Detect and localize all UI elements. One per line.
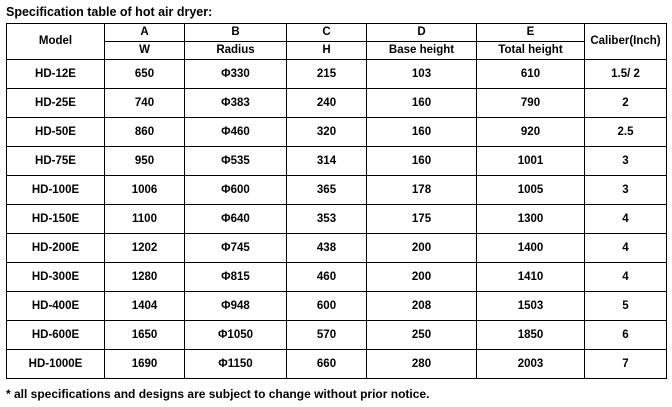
cell-w: 650 — [105, 60, 185, 89]
cell-w: 1100 — [105, 205, 185, 234]
cell-w: 860 — [105, 118, 185, 147]
table-row — [7, 60, 667, 89]
table-row — [7, 89, 667, 118]
column-header-c: C — [287, 24, 367, 42]
cell-h: 438 — [287, 234, 367, 263]
cell-w: 1690 — [105, 350, 185, 379]
cell-total-height: 2003 — [477, 350, 585, 379]
cell-h: 353 — [287, 205, 367, 234]
cell-model: HD-25E — [7, 89, 105, 118]
cell-radius: Φ600 — [185, 176, 287, 205]
column-subheader-radius: Radius — [185, 42, 287, 60]
cell-base-height: 103 — [367, 60, 477, 89]
column-header-e: E — [477, 24, 585, 42]
cell-caliber: 4 — [585, 234, 667, 263]
cell-model: HD-1000E — [7, 350, 105, 379]
column-header-model: Model — [7, 24, 105, 60]
column-header-d: D — [367, 24, 477, 42]
cell-total-height: 790 — [477, 89, 585, 118]
table-row — [7, 321, 667, 350]
table-row — [7, 350, 667, 379]
table-header-row-top — [7, 24, 667, 42]
cell-model: HD-200E — [7, 234, 105, 263]
cell-h: 240 — [287, 89, 367, 118]
cell-caliber: 2 — [585, 89, 667, 118]
cell-base-height: 175 — [367, 205, 477, 234]
table-row — [7, 176, 667, 205]
cell-caliber: 4 — [585, 205, 667, 234]
cell-caliber: 5 — [585, 292, 667, 321]
cell-base-height: 280 — [367, 350, 477, 379]
cell-model: HD-400E — [7, 292, 105, 321]
cell-w: 1006 — [105, 176, 185, 205]
cell-h: 314 — [287, 147, 367, 176]
table-header-row-sub — [7, 42, 667, 60]
cell-radius: Φ1150 — [185, 350, 287, 379]
cell-caliber: 4 — [585, 263, 667, 292]
cell-caliber: 3 — [585, 176, 667, 205]
column-header-b: B — [185, 24, 287, 42]
cell-radius: Φ535 — [185, 147, 287, 176]
table-row — [7, 263, 667, 292]
cell-w: 1404 — [105, 292, 185, 321]
cell-radius: Φ1050 — [185, 321, 287, 350]
table-body — [7, 60, 667, 379]
cell-h: 570 — [287, 321, 367, 350]
specification-table — [6, 23, 667, 379]
cell-caliber: 1.5/ 2 — [585, 60, 667, 89]
table-row — [7, 292, 667, 321]
cell-h: 365 — [287, 176, 367, 205]
column-subheader-base-height: Base height — [367, 42, 477, 60]
cell-radius: Φ640 — [185, 205, 287, 234]
cell-radius: Φ460 — [185, 118, 287, 147]
cell-base-height: 250 — [367, 321, 477, 350]
page-title: Specification table of hot air dryer: — [6, 5, 213, 19]
cell-total-height: 610 — [477, 60, 585, 89]
column-header-a: A — [105, 24, 185, 42]
table-header — [7, 24, 667, 60]
cell-h: 660 — [287, 350, 367, 379]
cell-w: 1650 — [105, 321, 185, 350]
cell-caliber: 3 — [585, 147, 667, 176]
table-row — [7, 205, 667, 234]
cell-radius: Φ330 — [185, 60, 287, 89]
cell-h: 600 — [287, 292, 367, 321]
cell-base-height: 208 — [367, 292, 477, 321]
cell-model: HD-300E — [7, 263, 105, 292]
cell-total-height: 1410 — [477, 263, 585, 292]
cell-total-height: 920 — [477, 118, 585, 147]
cell-total-height: 1400 — [477, 234, 585, 263]
cell-base-height: 160 — [367, 89, 477, 118]
cell-h: 460 — [287, 263, 367, 292]
cell-radius: Φ948 — [185, 292, 287, 321]
cell-model: HD-50E — [7, 118, 105, 147]
cell-model: HD-150E — [7, 205, 105, 234]
cell-caliber: 6 — [585, 321, 667, 350]
table-row — [7, 118, 667, 147]
cell-base-height: 178 — [367, 176, 477, 205]
cell-model: HD-75E — [7, 147, 105, 176]
cell-total-height: 1001 — [477, 147, 585, 176]
cell-model: HD-100E — [7, 176, 105, 205]
cell-radius: Φ815 — [185, 263, 287, 292]
cell-total-height: 1005 — [477, 176, 585, 205]
footnote: * all specifications and designs are subject to change without prior notice. — [6, 387, 430, 401]
cell-base-height: 160 — [367, 147, 477, 176]
cell-w: 1202 — [105, 234, 185, 263]
column-header-caliber: Caliber(Inch) — [585, 24, 667, 60]
cell-radius: Φ745 — [185, 234, 287, 263]
cell-total-height: 1300 — [477, 205, 585, 234]
cell-radius: Φ383 — [185, 89, 287, 118]
cell-w: 950 — [105, 147, 185, 176]
cell-h: 320 — [287, 118, 367, 147]
cell-model: HD-600E — [7, 321, 105, 350]
cell-total-height: 1850 — [477, 321, 585, 350]
cell-base-height: 200 — [367, 234, 477, 263]
cell-base-height: 160 — [367, 118, 477, 147]
column-subheader-h: H — [287, 42, 367, 60]
cell-h: 215 — [287, 60, 367, 89]
cell-caliber: 7 — [585, 350, 667, 379]
cell-w: 1280 — [105, 263, 185, 292]
cell-total-height: 1503 — [477, 292, 585, 321]
table-row — [7, 147, 667, 176]
cell-model: HD-12E — [7, 60, 105, 89]
cell-caliber: 2.5 — [585, 118, 667, 147]
column-subheader-total-height: Total height — [477, 42, 585, 60]
column-subheader-w: W — [105, 42, 185, 60]
table-row — [7, 234, 667, 263]
cell-w: 740 — [105, 89, 185, 118]
cell-base-height: 200 — [367, 263, 477, 292]
